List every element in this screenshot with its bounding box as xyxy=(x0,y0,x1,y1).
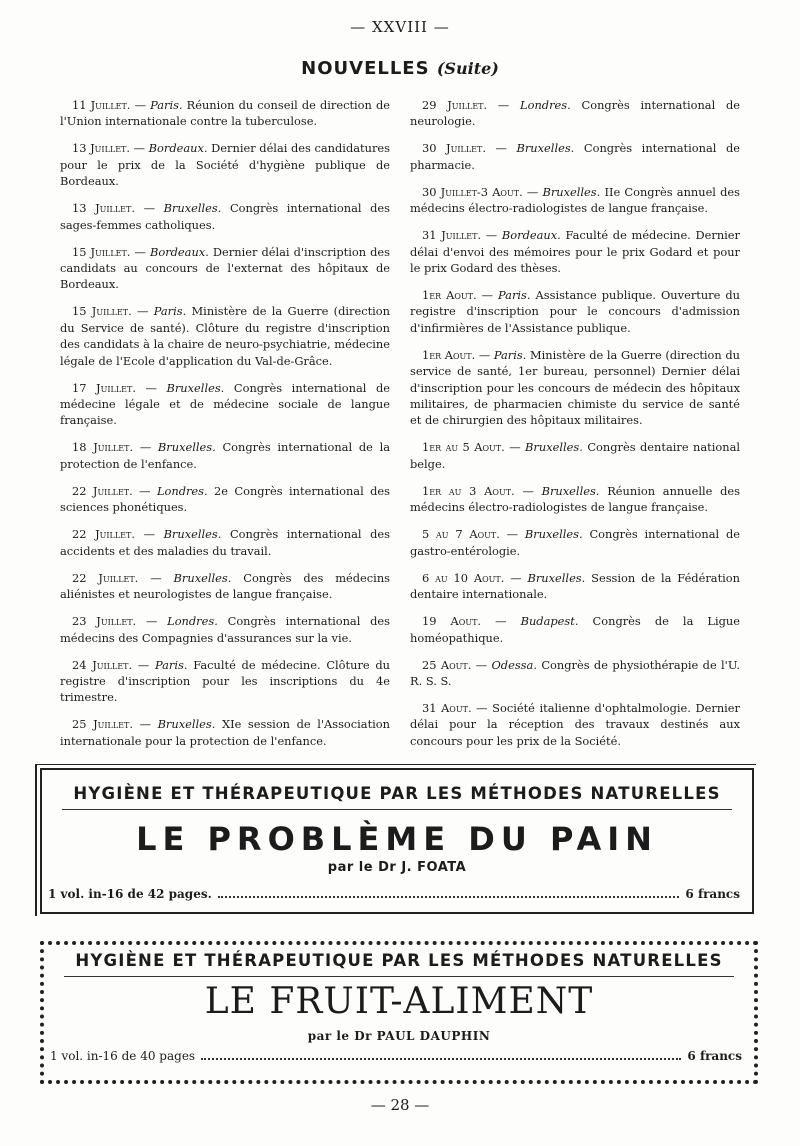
entry-date: 24 Juillet. xyxy=(72,657,133,672)
entry-city: Londres. xyxy=(520,98,571,112)
entry-city: Bruxelles. xyxy=(516,141,575,156)
entry-text: Assistance publique. Ouverture du registre d'inscription pour le concours d'admission d'infirmières de l'Assistance publique. xyxy=(410,288,740,335)
entry-city: Bruxelles. xyxy=(157,440,216,455)
ad-book-title: LE FRUIT-ALIMENT xyxy=(204,981,594,1022)
news-entry: 25 Aout. — Odessa. Congrès de physiothérapie de l'U. R. S. S. xyxy=(410,657,740,688)
ad-book-author: par le Dr J. FOATA xyxy=(327,860,467,875)
entry-date: 6 au 10 Aout. xyxy=(422,570,505,585)
left-column xyxy=(60,97,390,760)
entry-city: Paris. xyxy=(153,304,187,319)
entry-date: 1er au 5 Aout. xyxy=(422,440,505,455)
entry-text: Congrès international de gastro-entérologie. xyxy=(410,527,740,558)
news-entry: 1er au 5 Aout. — Bruxelles. Congrès dentaire national belge. xyxy=(410,440,741,471)
entry-date: 18 Juillet. xyxy=(72,440,134,455)
ad-price: 6 francs xyxy=(687,1049,742,1063)
entry-date: 31 Juillet. xyxy=(422,228,482,243)
entry-date: 30 Juillet. xyxy=(422,141,486,156)
entry-text: Dernier délai d'inscription des candidats au concours de l'externat des hôpitaux de Bordeaux. xyxy=(60,244,390,292)
entry-city: Bordeaux. xyxy=(149,244,209,259)
section-title-text: NOUVELLES xyxy=(301,58,430,79)
entry-text: Faculté de médecine. Dernier délai d'envoi des mémoires pour le prix Godard et pour le prix Godard des thèses. xyxy=(410,228,740,276)
entry-city: Paris. xyxy=(498,288,531,303)
entry-date: 29 Juillet. xyxy=(422,98,488,112)
ad-volume-info: 1 vol. in-16 de 40 pages xyxy=(50,1049,196,1063)
entry-city: Bruxelles. xyxy=(163,527,222,542)
news-entry: 24 Juillet. — Paris. Faculté de médecine. Clôture du registre d'inscription pour les inscriptions du 4e trimestre. xyxy=(60,657,390,705)
entry-city: Paris. xyxy=(154,657,188,672)
entry-text: Dernier délai des candidatures pour le prix de la Société d'hygiène publique de Bordeaux. xyxy=(60,141,390,189)
entry-date: 1er au 3 Aout. xyxy=(422,483,515,498)
news-entry: 11 Juillet. — Paris. Réunion du conseil de direction de l'Union internationale contre la tuberculose. xyxy=(60,98,390,129)
entry-text: Congrès international des médecins des Compagnies d'assurances sur la vie. xyxy=(60,614,390,645)
news-entry: 19 Aout. — Budapest. Congrès de la Ligue homéopathique. xyxy=(410,614,741,645)
entry-date: 13 Juillet. xyxy=(72,141,131,156)
entry-city: Budapest. xyxy=(520,614,579,629)
entry-text: Congrès international de la protection de l'enfance. xyxy=(60,440,390,471)
ad-volume-info: 1 vol. in-16 de 42 pages. xyxy=(48,887,212,901)
news-entry: 18 Juillet. — Bruxelles. Congrès international de la protection de l'enfance. xyxy=(60,440,390,471)
entry-city: Bruxelles. xyxy=(524,527,583,542)
entry-date: 1er Aout. xyxy=(422,347,476,362)
entry-city: Bordeaux. xyxy=(148,141,208,156)
advertisement-pain xyxy=(40,768,754,914)
entry-city: Paris. xyxy=(150,98,183,112)
section-title xyxy=(0,58,800,79)
entry-city: Londres. xyxy=(156,483,208,498)
news-entry: 22 Juillet. — Londres. 2e Congrès international des sciences phonétiques. xyxy=(60,483,390,515)
news-entry: 15 Juillet. — Bordeaux. Dernier délai d'inscription des candidats au concours de l'externat des hôpitaux de Bordeaux. xyxy=(60,244,390,292)
ad-series-header: HYGIÈNE ET THÉRAPEUTIQUE PAR LES MÉTHODES NATURELLES xyxy=(64,951,734,977)
entry-date: 17 Juillet. xyxy=(72,380,136,395)
entry-date: 5 au 7 Aout. xyxy=(422,527,500,542)
entry-date: 31 Aout. xyxy=(422,700,472,715)
entry-city: Bruxelles. xyxy=(542,184,601,199)
news-entry: 1er Aout. — Paris. Assistance publique. Ouverture du registre d'inscription pour le concours d'admission d'infirmières de l'Assistance publique. xyxy=(410,288,740,335)
page-header: — XXVIII — xyxy=(350,18,450,36)
entry-city: Londres. xyxy=(167,614,218,629)
entry-date: 11 Juillet. xyxy=(72,98,131,112)
entry-date: 22 Juillet. xyxy=(72,570,139,585)
entry-city: Bruxelles. xyxy=(541,483,600,498)
news-entry: 13 Juillet. — Bordeaux. Dernier délai des candidatures pour le prix de la Société d'hygiène publique de Bordeaux. xyxy=(60,141,390,189)
entry-text: Session de la Fédération dentaire internationale. xyxy=(410,570,740,602)
entry-date: 1er Aout. xyxy=(422,288,477,303)
entry-text: Congrès international des accidents et des maladies du travail. xyxy=(60,527,390,558)
entry-text: Congrès international de neurologie. xyxy=(410,98,740,129)
entry-text: IIe Congrès annuel des médecins électro-radiologistes de langue française. xyxy=(410,184,741,216)
entry-city: Odessa. xyxy=(491,657,537,672)
entry-city: Paris. xyxy=(493,347,527,362)
entry-date: 19 Aout. xyxy=(422,614,482,629)
ad-book-title: LE PROBLÈME DU PAIN xyxy=(136,820,658,858)
entry-text: Congrès des médecins aliénistes et neurologistes de langue française. xyxy=(60,570,391,602)
news-entry: 30 Juillet. — Bruxelles. Congrès international de pharmacie. xyxy=(410,141,740,172)
section-title-suite: (Suite) xyxy=(436,59,499,78)
entry-city: Bruxelles. xyxy=(525,440,583,455)
entry-city: Bruxelles. xyxy=(163,201,222,216)
news-entry: 23 Juillet. — Londres. Congrès international des médecins des Compagnies d'assurances sur la vie. xyxy=(60,614,390,645)
entry-text: XIe session de l'Association internationale pour la protection de l'enfance. xyxy=(60,717,391,748)
advertisement-fruit-aliment xyxy=(40,941,758,1084)
ad-series-header: HYGIÈNE ET THÉRAPEUTIQUE PAR LES MÉTHODES NATURELLES xyxy=(62,784,732,810)
news-entry: 22 Juillet. — Bruxelles. Congrès des médecins aliénistes et neurologistes de langue française. xyxy=(60,570,391,602)
entry-date: 25 Juillet. xyxy=(72,717,133,732)
entry-date: 25 Aout. xyxy=(422,657,472,672)
ad-footer xyxy=(48,887,740,901)
entry-date: 22 Juillet. xyxy=(72,483,133,498)
entry-text: Congrès de la Ligue homéopathique. xyxy=(410,614,741,645)
news-entry: 1er Aout. — Paris. Ministère de la Guerre (direction du service de santé, 1er bureau, personnel) Dernier délai d'inscription pour les concours de médecin des hôpitaux militaires, de pharmacien chimiste du service de santé et de chirurgien des hôpitaux militaires. xyxy=(410,347,740,428)
entry-city: Bruxelles. xyxy=(157,717,216,732)
news-entry: 31 Juillet. — Bordeaux. Faculté de médecine. Dernier délai d'envoi des mémoires pour le prix Godard et pour le prix Godard des thèses. xyxy=(410,228,740,276)
ad-price: 6 francs xyxy=(685,887,740,901)
news-entry: 22 Juillet. — Bruxelles. Congrès international des accidents et des maladies du travail. xyxy=(60,527,390,558)
entry-date: 22 Juillet. xyxy=(72,527,135,542)
entry-text: Congrès international de pharmacie. xyxy=(410,141,740,172)
entry-city: Bruxelles. xyxy=(527,570,586,585)
entry-date: 13 Juillet. xyxy=(72,201,135,216)
entry-city: Bruxelles. xyxy=(173,570,232,585)
news-entry: 1er au 3 Aout. — Bruxelles. Réunion annuelle des médecins électro-radiologistes de langue française. xyxy=(410,483,741,515)
ad-book-author: par le Dr PAUL DAUPHIN xyxy=(307,1029,491,1043)
news-entry: 17 Juillet. — Bruxelles. Congrès international de médecine légale et de médecine sociale de langue française. xyxy=(60,380,390,428)
entry-date: 23 Juillet. xyxy=(72,614,137,629)
entry-text: Congrès international des sages-femmes catholiques. xyxy=(60,201,390,232)
news-entry: 30 Juillet-3 Aout. — Bruxelles. IIe Congrès annuel des médecins électro-radiologistes de langue française. xyxy=(410,184,741,216)
entry-text: Ministère de la Guerre (direction du service de santé, 1er bureau, personnel) Dernier délai d'inscription pour les concours de médecin des hôpitaux militaires, de pharmacien chimiste du service de santé et de chirurgien des hôpitaux militaires. xyxy=(410,347,740,428)
news-entry: 5 au 7 Aout. — Bruxelles. Congrès international de gastro-entérologie. xyxy=(410,527,740,558)
entry-text: Ministère de la Guerre (direction du Service de santé). Clôture du registre d'inscription des candidats à la chaire de neuro-psychiatrie, médecine légale de l'Ecole d'application du Val-de-Grâce. xyxy=(60,304,390,368)
entry-city: Bruxelles. xyxy=(166,380,225,395)
entry-text: 2e Congrès international des sciences phonétiques. xyxy=(60,483,390,515)
page-number: — 28 — xyxy=(370,1096,430,1114)
entry-text: Société italienne d'ophtalmologie. Dernier délai pour la réception des travaux destinés aux concours pour les prix de la Société. xyxy=(410,700,740,748)
dotted-leader xyxy=(218,896,680,898)
entry-date: 15 Juillet. xyxy=(72,244,131,259)
news-entry: 6 au 10 Aout. — Bruxelles. Session de la Fédération dentaire internationale. xyxy=(410,570,740,602)
ad-footer xyxy=(50,1049,742,1063)
news-entry: 13 Juillet. — Bruxelles. Congrès international des sages-femmes catholiques. xyxy=(60,201,390,232)
news-entry: 15 Juillet. — Paris. Ministère de la Guerre (direction du Service de santé). Clôture du registre d'inscription des candidats à la chaire de neuro-psychiatrie, médecine légale de l'Ecole d'application du Val-de-Grâce. xyxy=(60,304,390,368)
news-entry: 25 Juillet. — Bruxelles. XIe session de l'Association internationale pour la protection de l'enfance. xyxy=(60,717,391,748)
entry-text: Faculté de médecine. Clôture du registre d'inscription pour les inscriptions du 4e trimestre. xyxy=(60,657,390,705)
dotted-leader xyxy=(201,1058,681,1060)
news-entry: 31 Aout. — Société italienne d'ophtalmologie. Dernier délai pour la réception des travaux destinés aux concours pour les prix de la Société. xyxy=(410,700,740,748)
entry-date: 30 Juillet-3 Aout. xyxy=(422,184,523,199)
news-entry: 29 Juillet. — Londres. Congrès international de neurologie. xyxy=(410,98,740,129)
entry-text: Congrès de physiothérapie de l'U. R. S. S. xyxy=(410,657,740,688)
entry-text: Réunion du conseil de direction de l'Union internationale contre la tuberculose. xyxy=(60,98,390,129)
entry-text: Congrès dentaire national belge. xyxy=(410,440,741,471)
entry-city: Bordeaux. xyxy=(501,228,561,243)
entry-text: Réunion annuelle des médecins électro-radiologistes de langue française. xyxy=(410,483,741,515)
entry-date: 15 Juillet. xyxy=(72,304,132,319)
entry-text: Congrès international de médecine légale et de médecine sociale de langue française. xyxy=(60,380,390,428)
right-column xyxy=(410,97,740,760)
